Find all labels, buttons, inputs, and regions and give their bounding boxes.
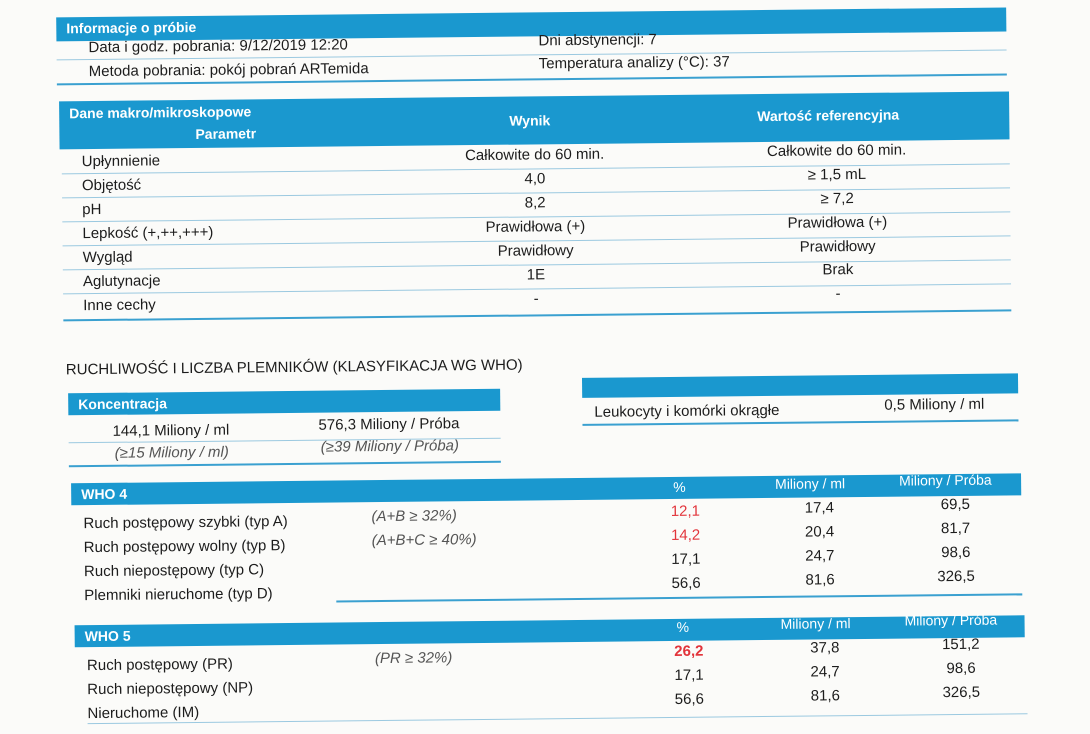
who4-header-bar	[71, 473, 1021, 505]
concentration-ref-ml: (≥15 Miliony / ml)	[114, 443, 229, 462]
macro-ref: ≥ 7,2	[820, 190, 854, 208]
who4-row-ml: 24,7	[805, 547, 835, 565]
who4-row-sample: 81,7	[940, 519, 971, 538]
sample-date: Data i godz. pobrania: 9/12/2019 12:20	[88, 36, 348, 57]
who5-col-sample: Miliony / Próba	[904, 611, 998, 629]
who4-row-ml: 81,6	[805, 571, 835, 589]
who4-row-sample: 69,5	[940, 495, 971, 514]
who4-row-label: Ruch niepostępowy (typ C)	[83, 561, 265, 581]
macro-ref: ≥ 1,5 mL	[807, 165, 867, 184]
divider	[63, 309, 1011, 321]
who5-header-bar	[75, 615, 1025, 647]
who4-row-pct: 17,1	[671, 550, 701, 569]
who5-row-sample: 98,6	[946, 659, 976, 678]
macro-result: Całkowite do 60 min.	[464, 145, 605, 165]
macro-col-ref: Wartość referencyjna	[757, 106, 900, 125]
leukocytes-label: Leukocyty i komórki okrągłe	[594, 401, 780, 421]
who5-row-pct: 26,2	[674, 642, 704, 660]
who5-header: WHO 5	[84, 627, 131, 645]
who4-col-sample: Miliony / Próba	[898, 471, 992, 489]
motility-title: RUCHLIWOŚĆ I LICZBA PLEMNIKÓW (KLASYFIKACJA WG WHO)	[65, 356, 523, 379]
macro-param: Inne cechy	[83, 296, 156, 315]
who4-col-pct: %	[673, 478, 686, 495]
macro-ref: Brak	[822, 261, 854, 279]
divider	[69, 461, 501, 468]
who4-row-label: Ruch postępowy wolny (typ B)	[83, 537, 286, 557]
who5-row-label: Ruch postępowy (PR)	[86, 655, 233, 675]
macro-param: Aglutynacje	[82, 272, 161, 291]
macro-param: Lepkość (+,++,+++)	[82, 223, 214, 243]
concentration-header: Koncentracja	[78, 395, 168, 413]
concentration-per-sample: 576,3 Miliony / Próba	[318, 415, 460, 434]
who4-row-ml: 17,4	[804, 499, 835, 517]
who5-row-label: Ruch niepostępowy (NP)	[87, 679, 254, 699]
sample-info-header: Informacje o próbie	[66, 18, 197, 37]
macro-param: pH	[82, 200, 102, 219]
who4-row-pct: 14,2	[670, 526, 701, 545]
macro-header: Dane makro/mikroskopowe	[69, 103, 252, 122]
macro-col-param: Parametr	[195, 125, 257, 142]
who4-row-pct: 12,1	[670, 502, 701, 521]
macro-result: 8,2	[524, 194, 546, 212]
macro-ref: Całkowite do 60 min.	[766, 141, 907, 160]
divider	[88, 713, 1028, 724]
who4-row-label: Ruch postępowy szybki (typ A)	[83, 513, 288, 533]
concentration-per-ml: 144,1 Miliony / ml	[112, 421, 230, 440]
macro-result: Prawidłowy	[497, 242, 574, 260]
who5-row-ref: (PR ≥ 32%)	[374, 649, 453, 668]
macro-ref: Prawidłowy	[799, 237, 876, 256]
sample-method: Metoda pobrania: pokój pobrań ARTemida	[88, 60, 369, 81]
who5-row-pct: 56,6	[674, 690, 705, 708]
who4-col-ml: Miliony / ml	[775, 475, 846, 492]
who5-col-pct: %	[676, 618, 690, 635]
who4-row-ref: (A+B+C ≥ 40%)	[371, 531, 477, 550]
who5-row-ml: 81,6	[810, 687, 841, 705]
macro-ref: -	[835, 285, 841, 303]
who4-row-ref: (A+B ≥ 32%)	[371, 507, 457, 526]
concentration-ref-sample: (≥39 Miliony / Próba)	[320, 437, 460, 456]
sample-abstinence: Dni abstynencji: 7	[538, 31, 657, 50]
leukocytes-header-bar	[582, 373, 1018, 398]
macro-result: 4,0	[524, 170, 546, 188]
macro-result: Prawidłowa (+)	[485, 217, 586, 236]
who4-row-label: Plemniki nieruchome (typ D)	[84, 585, 273, 605]
who5-row-pct: 17,1	[674, 666, 704, 684]
who5-row-sample: 326,5	[942, 683, 981, 702]
macro-result: 1E	[526, 266, 546, 284]
macro-param: Objętość	[81, 176, 142, 195]
who5-row-ml: 37,8	[810, 639, 840, 657]
divider	[336, 593, 1022, 602]
who4-row-pct: 56,6	[671, 574, 701, 592]
macro-ref: Prawidłowa (+)	[787, 213, 888, 232]
leukocytes-value: 0,5 Miliony / ml	[884, 395, 985, 414]
who4-row-sample: 326,5	[937, 567, 975, 586]
who5-row-ml: 24,7	[810, 663, 840, 681]
who5-row-sample: 151,2	[941, 635, 980, 654]
who5-row-label: Nieruchome (IM)	[87, 703, 200, 723]
sample-info-header-bar	[56, 7, 1006, 41]
macro-result: -	[533, 290, 539, 308]
divider	[582, 419, 1018, 426]
who4-row-sample: 98,6	[941, 543, 971, 562]
who5-col-ml: Miliony / ml	[780, 615, 851, 632]
who4-row-ml: 20,4	[804, 523, 835, 541]
macro-param: Upłynnienie	[81, 152, 161, 171]
macro-param: Wygląd	[82, 248, 133, 267]
sample-temperature: Temperatura analizy (°C): 37	[538, 53, 730, 73]
macro-col-result: Wynik	[509, 112, 551, 129]
who4-header: WHO 4	[81, 485, 128, 503]
